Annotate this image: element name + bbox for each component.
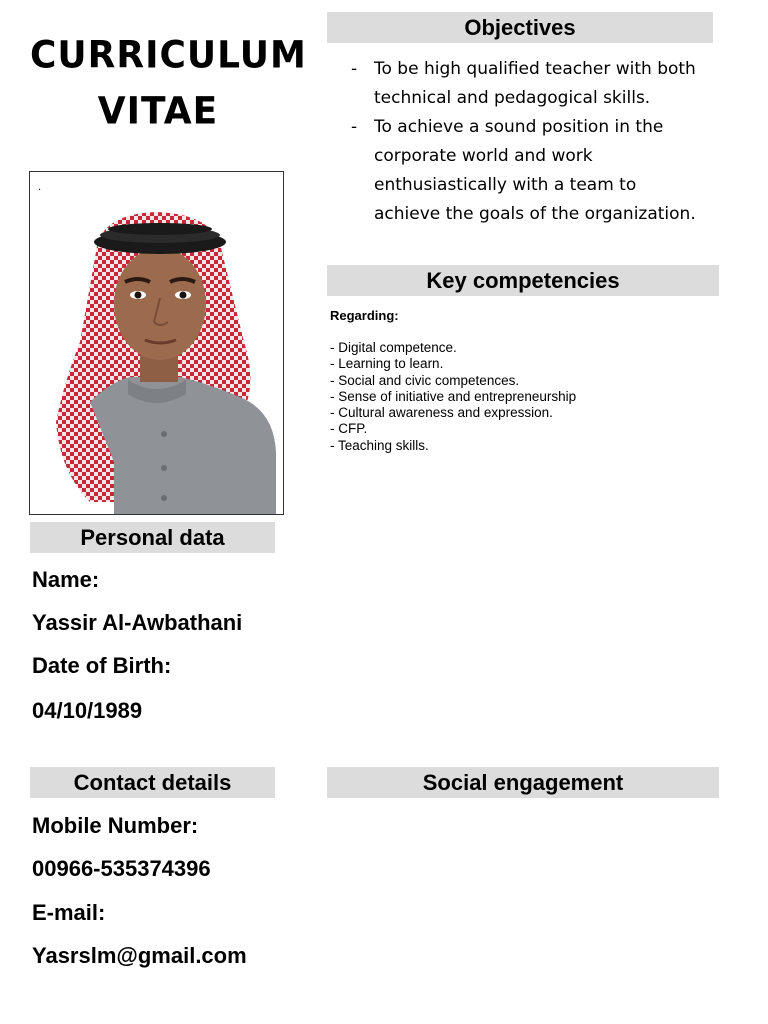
cv-title-line-2: VITAE (97, 89, 219, 133)
competencies-regarding-label: Regarding: (330, 308, 399, 323)
objective-dash: - (351, 117, 358, 137)
competencies-list (330, 340, 576, 454)
objectives-header: Objectives (327, 12, 713, 43)
objective-text: To achieve a sound position in the corporate world and work enthusiastically with a team to achieve the goals of the organization. (374, 117, 696, 224)
mobile-value: 00966-535374396 (32, 856, 211, 881)
photo-marker: . (38, 182, 42, 193)
objective-dash: - (351, 59, 358, 79)
social-engagement-header: Social engagement (327, 767, 719, 798)
competency-item: - Teaching skills. (330, 437, 429, 453)
competency-item: - Social and civic competences. (330, 372, 520, 388)
objective-text: To be high qualified teacher with both technical and pedagogical skills. (374, 59, 696, 108)
dob-label: Date of Birth: (32, 653, 172, 678)
competency-item: - CFP. (330, 421, 368, 437)
personal-data-header: Personal data (30, 522, 275, 553)
competency-item: - Sense of initiative and entrepreneurship (330, 388, 577, 404)
mobile-label: Mobile Number: (32, 813, 199, 838)
objective-item (347, 55, 707, 113)
email-value[interactable]: Yasrslm@gmail.com (32, 943, 247, 968)
profile-photo (29, 171, 284, 515)
dob-value: 04/10/1989 (32, 698, 143, 723)
competency-item: - Cultural awareness and expression. (330, 405, 553, 421)
name-label: Name: (32, 567, 100, 592)
contact-details-header: Contact details (30, 767, 275, 798)
name-value: Yassir Al-Awbathani (32, 610, 243, 635)
key-competencies-header: Key competencies (327, 265, 719, 296)
profile-photo-illustration (30, 172, 283, 514)
email-label: E-mail: (32, 900, 106, 925)
cv-title-line-1: CURRICULUM (30, 33, 307, 77)
objective-item (347, 113, 707, 229)
objectives-list (347, 55, 707, 229)
competency-item: - Digital competence. (330, 340, 457, 355)
competency-item: - Learning to learn. (330, 356, 444, 372)
